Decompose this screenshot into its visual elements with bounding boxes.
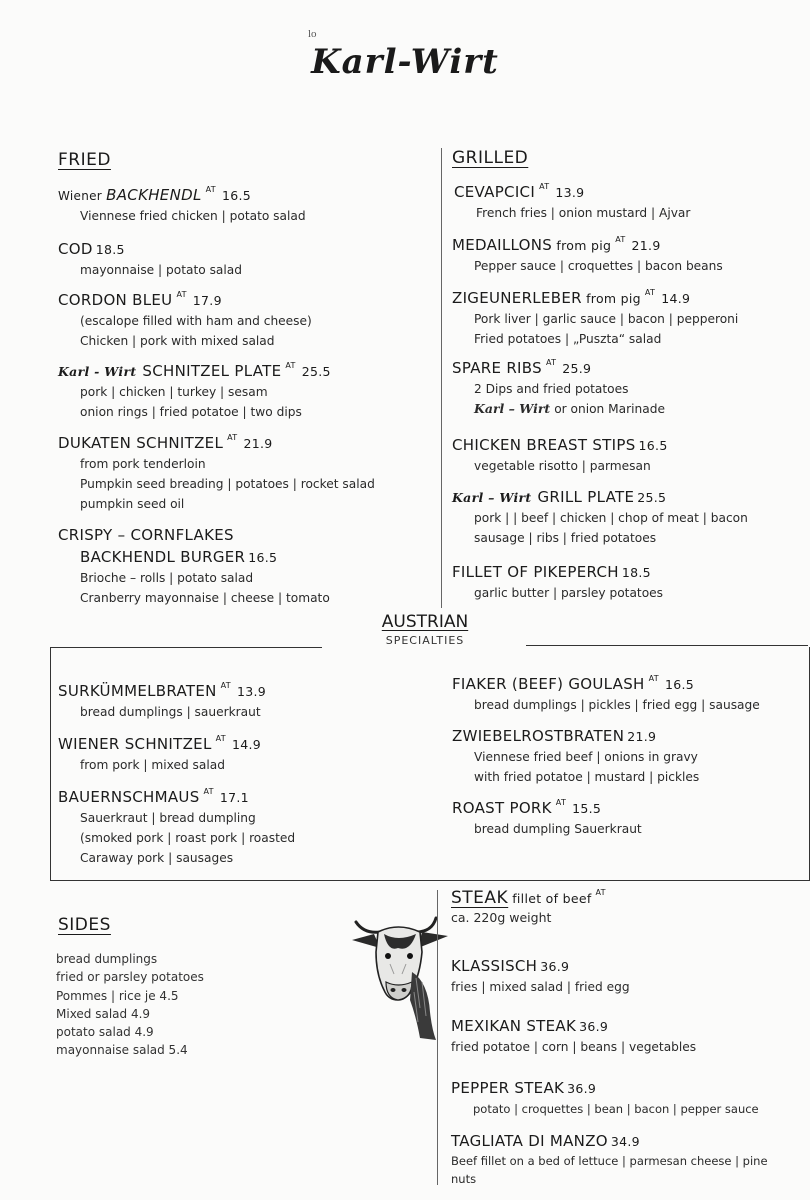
item-name: CORDON BLEU [58, 291, 173, 309]
cow-head-icon [350, 912, 450, 1046]
item-name: KLASSISCH [451, 957, 538, 975]
item-name: FILLET OF PIKEPERCH [452, 563, 619, 581]
restaurant-title: Karl-Wirt [311, 42, 499, 82]
at-mark: AT [285, 361, 296, 370]
item-price: 17.1 [219, 790, 249, 805]
menu-item-fiaker-goulash [452, 675, 760, 715]
menu-item-schnitzel-plate [58, 362, 331, 422]
menu-item-backhendl [58, 186, 306, 226]
item-description: potato | croquettes | bean | bacon | pepper sauce [473, 1102, 759, 1116]
item-price: 21.9 [631, 238, 661, 253]
item-description-text: or onion Marinade [554, 402, 665, 416]
at-mark: AT [615, 235, 626, 244]
item-price: 36.9 [567, 1081, 597, 1096]
item-price: 36.9 [540, 959, 570, 974]
item-description: Pumpkin seed breading | potatoes | rocket salad [80, 477, 375, 491]
item-price: 16.5 [638, 438, 668, 453]
item-name: SURKÜMMELBRATEN [58, 682, 217, 700]
menu-item-cevapcici [454, 183, 690, 223]
item-description: French fries | onion mustard | Ajvar [476, 206, 691, 220]
item-name: GRILL PLATE [537, 488, 635, 506]
item-price: 13.9 [236, 684, 267, 699]
item-description: 2 Dips and fried potatoes [474, 382, 629, 396]
item-description: sausage | ribs | fried potatoes [474, 531, 657, 545]
item-description: bread dumplings | sauerkraut [80, 705, 261, 719]
side-item: potato salad 4.9 [56, 1025, 154, 1040]
at-mark: AT [555, 798, 567, 807]
menu-item-cordon-bleu [58, 291, 312, 351]
item-description: (smoked pork | roast pork | roasted [80, 831, 296, 845]
item-description: mayonnaise | potato salad [80, 263, 242, 277]
item-description: from pork | mixed salad [80, 758, 225, 772]
item-description: bread dumpling Sauerkraut [474, 822, 642, 836]
menu-item-bauernschmaus [58, 788, 295, 868]
item-description: Sauerkraut | bread dumpling [80, 811, 256, 825]
item-price: 16.5 [664, 677, 695, 692]
menu-item-grill-plate [452, 488, 748, 548]
at-mark: AT [215, 734, 226, 743]
item-description: pumpkin seed oil [80, 497, 185, 511]
at-mark: AT [545, 358, 557, 367]
item-description: pork | chicken | turkey | sesam [80, 385, 268, 399]
item-name: DUKATEN SCHNITZEL [58, 434, 224, 452]
item-description: fried potatoe | corn | beans | vegetables [451, 1040, 697, 1054]
side-item: Mixed salad 4.9 [56, 1006, 151, 1021]
item-description: with fried potatoe | mustard | pickles [474, 770, 700, 784]
side-item: bread dumplings [56, 952, 158, 966]
item-description: Pepper sauce | croquettes | bacon beans [474, 259, 723, 273]
item-price: 16.5 [248, 550, 278, 565]
item-price: 34.9 [610, 1134, 640, 1149]
item-price: 25.5 [301, 364, 331, 379]
item-name-note: from pig [581, 291, 641, 306]
item-price: 25.5 [637, 490, 667, 505]
item-price: 15.5 [572, 801, 602, 816]
sides-list [56, 950, 204, 1060]
at-mark: AT [205, 185, 216, 194]
item-name-note: from pig [552, 238, 612, 253]
at-mark: AT [220, 681, 231, 690]
item-name: BACKHENDL [106, 186, 202, 204]
item-name: CHICKEN BREAST STIPS [452, 436, 636, 454]
brand-mark: Karl – Wirt [474, 401, 551, 416]
menu-item-zwiebelrostbraten [452, 727, 699, 787]
item-name: SPARE RIBS [452, 359, 542, 377]
column-divider-bottom [437, 890, 438, 1185]
steak-heading-note: fillet of beef [512, 891, 592, 906]
section-subheading-specialties: SPECIALTIES [385, 634, 465, 647]
item-price: 17.9 [192, 293, 222, 308]
item-price: 18.5 [95, 242, 125, 257]
menu-item-pikeperch [452, 563, 663, 603]
item-description: Brioche – rolls | potato salad [80, 571, 254, 585]
menu-item-cod [58, 240, 242, 280]
side-item: mayonnaise salad 5.4 [56, 1043, 188, 1058]
side-item: Pommes | rice je 4.5 [56, 988, 179, 1003]
at-mark: AT [539, 182, 550, 191]
at-mark: AT [644, 288, 656, 297]
column-divider [441, 148, 442, 608]
at-mark: AT [203, 787, 214, 796]
menu-item-wiener-schnitzel [58, 735, 261, 775]
menu-item-medaillons [452, 236, 723, 276]
item-description: Viennese fried chicken | potato salad [80, 209, 306, 223]
austrian-heading-block [0, 612, 810, 647]
brand-mark: Karl - Wirt [58, 364, 137, 379]
item-name: PEPPER STEAK [451, 1079, 565, 1097]
item-description: Caraway pork | sausages [80, 851, 234, 865]
item-description: pork | | beef | chicken | chop of meat | bacon [474, 511, 748, 525]
item-name: CEVAPCICI [454, 183, 536, 201]
menu-item-zigeunerleber [452, 289, 738, 349]
item-name: COD [58, 240, 93, 258]
brand-mark: Karl – Wirt [452, 490, 532, 505]
item-description: bread dumplings | pickles | fried egg | sausage [474, 698, 760, 712]
menu-item-pepper-steak [451, 1079, 759, 1119]
steak-header [451, 888, 609, 925]
menu-item-mexikan-steak [451, 1017, 696, 1057]
item-description-brand-line [452, 399, 665, 419]
header-kicker: lo [308, 28, 317, 40]
at-mark: AT [648, 674, 659, 683]
item-price: 18.5 [621, 565, 651, 580]
item-name: FIAKER (BEEF) GOULASH [452, 675, 645, 693]
item-description: Chicken | pork with mixed salad [80, 334, 275, 348]
side-item: fried or parsley potatoes [56, 970, 204, 985]
menu-item-dukaten-schnitzel [58, 434, 375, 514]
item-description: fries | mixed salad | fried egg [451, 980, 630, 994]
at-mark: AT [595, 888, 606, 897]
item-name: MEXIKAN STEAK [451, 1017, 577, 1035]
item-description: Viennese fried beef | onions in gravy [474, 750, 698, 764]
section-heading-steak: STEAK [451, 888, 509, 908]
section-heading-sides: SIDES [58, 915, 111, 935]
item-price: 13.9 [555, 185, 585, 200]
item-price: 21.9 [627, 729, 657, 744]
item-description: onion rings | fried potatoe | two dips [80, 405, 302, 419]
section-heading-fried: FRIED [58, 150, 111, 170]
item-description: Cranberry mayonnaise | cheese | tomato [80, 591, 330, 605]
menu-item-spare-ribs [452, 359, 665, 419]
at-mark: AT [227, 433, 238, 442]
menu-item-roast-pork [452, 799, 642, 839]
item-description: garlic butter | parsley potatoes [474, 586, 664, 600]
item-name: SCHNITZEL PLATE [142, 362, 282, 380]
item-description: (escalope filled with ham and cheese) [80, 314, 312, 328]
item-description: Fried potatoes | „Puszta“ salad [474, 332, 662, 346]
item-name: BAUERNSCHMAUS [58, 788, 200, 806]
item-description: vegetable risotto | parmesan [474, 459, 651, 473]
item-price: 14.9 [661, 291, 691, 306]
item-name: ZWIEBELROSTBRATEN [452, 727, 625, 745]
item-name-line2: BACKHENDL BURGER [80, 548, 246, 566]
menu-item-chicken-breast [452, 436, 668, 476]
item-price: 21.9 [243, 436, 273, 451]
menu-item-cornflakes-burger [58, 526, 330, 608]
item-prefix: Wiener [58, 189, 107, 203]
item-description: Beef fillet on a bed of lettuce | parmesan cheese | pine [451, 1154, 768, 1168]
item-description: nuts [451, 1172, 477, 1186]
item-name: ZIGEUNERLEBER [452, 289, 582, 307]
item-price: 14.9 [231, 737, 262, 752]
section-heading-grilled: GRILLED [452, 148, 529, 168]
menu-item-tagliata [451, 1132, 768, 1188]
item-description: Pork liver | garlic sauce | bacon | pepperoni [474, 312, 739, 326]
at-mark: AT [176, 290, 187, 299]
item-name: TAGLIATA DI MANZO [451, 1132, 608, 1150]
menu-item-surkuemmelbraten [58, 682, 266, 722]
item-name: MEDAILLONS [452, 236, 553, 254]
item-name: ROAST PORK [452, 799, 552, 817]
item-name: WIENER SCHNITZEL [58, 735, 212, 753]
steak-weight: ca. 220g weight [451, 910, 552, 925]
section-heading-austrian: AUSTRIAN [381, 612, 469, 632]
item-price: 36.9 [579, 1019, 609, 1034]
menu-item-klassisch [451, 957, 630, 997]
item-price: 16.5 [221, 188, 251, 203]
item-description: from pork tenderloin [80, 457, 206, 471]
item-price: 25.9 [562, 361, 592, 376]
item-name: CRISPY – CORNFLAKES [58, 526, 234, 544]
